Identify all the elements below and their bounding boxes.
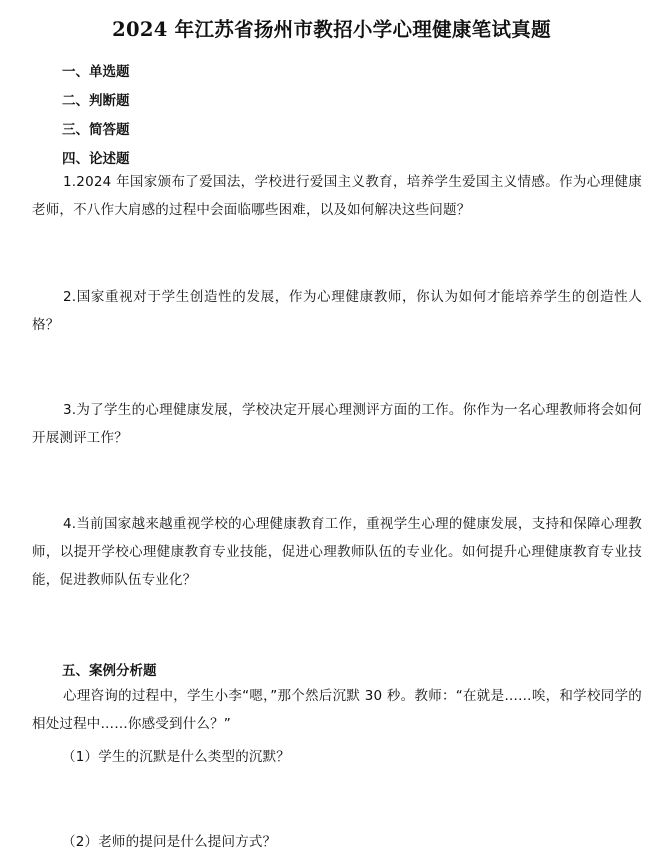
section-heading-essay: 四、论述题 — [62, 151, 130, 167]
case-subquestion-2: （2）老师的提问是什么提问方式？ — [62, 834, 277, 850]
case-subquestion-1: （1）学生的沉默是什么类型的沉默？ — [62, 749, 290, 765]
essay-question-1: 1.2024 年国家颁布了爱国法，学校进行爱国主义教育，培养学生爱国主义情感。作为心理健康老师，不八作大肩感的过程中会面临哪些困难，以及如何解决这些问题？ — [32, 174, 642, 218]
page-title: 2024 年江苏省扬州市教招小学心理健康笔试真题 — [112, 18, 551, 41]
section-heading-true-false: 二、判断题 — [62, 93, 130, 109]
case-description: 心理咨询的过程中，学生小李“嗯，”那个然后沉默 30 秒。教师：“在就是……唉，和学校同学的相处过程中……你感受到什么？” — [32, 688, 642, 732]
essay-question-4: 4.当前国家越来越重视学校的心理健康教育工作，重视学生心理的健康发展，支持和保障心理教师，以提开学校心理健康教育专业技能，促进心理教师队伍的专业化。如何提升心理健康教育专业技能，促进教师队伍专业化？ — [32, 516, 642, 588]
essay-question-3: 3.为了学生的心理健康发展，学校决定开展心理测评方面的工作。你作为一名心理教师将会如何开展测评工作？ — [32, 402, 642, 446]
section-heading-single-choice: 一、单选题 — [62, 64, 130, 80]
section-heading-case-analysis: 五、案例分析题 — [62, 663, 157, 679]
section-heading-short-answer: 三、简答题 — [62, 122, 130, 138]
essay-question-2: 2.国家重视对于学生创造性的发展，作为心理健康教师，你认为如何才能培养学生的创造性人格？ — [32, 289, 642, 333]
